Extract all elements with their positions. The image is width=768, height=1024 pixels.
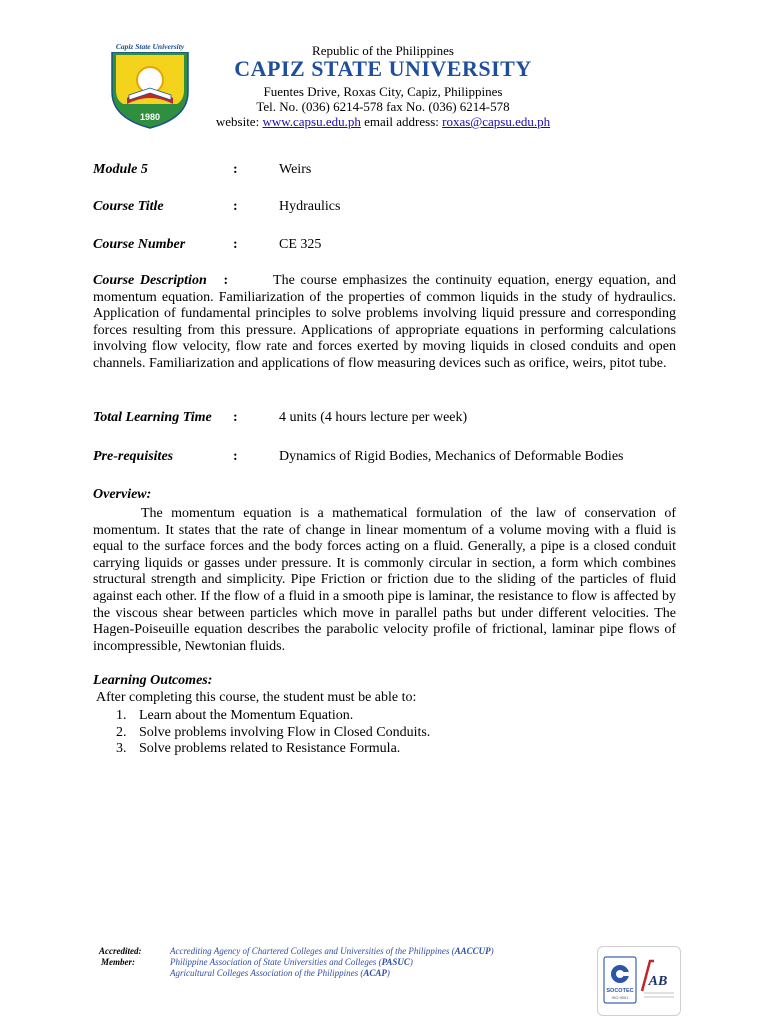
prerequisites-label: Pre-requisites [93,449,174,464]
affiliation-close: ) [386,968,390,978]
list-number: 3. [116,741,127,757]
affiliation-abbr: ACAP [363,968,387,978]
socotec-sub-label: ISO 9001 [611,995,629,1000]
affiliation-text: Accrediting Agency of Chartered Colleges and Universities of the Philippines ( [170,946,455,956]
module-value: Weirs [279,162,312,177]
list-number: 2. [116,724,127,740]
course-number-colon: : [233,237,238,252]
affiliation-text: Philippine Association of State Universities and Colleges ( [170,957,382,967]
module-colon: : [233,162,238,177]
list-item [116,708,430,725]
course-description [93,273,676,373]
total-learning-time-colon: : [233,410,238,425]
list-text: Learn about the Momentum Equation. [139,708,354,723]
learning-outcomes-heading: Learning Outcomes: [93,673,213,688]
prerequisites-colon: : [233,449,238,464]
learning-outcomes-intro: After completing this course, the student must be able to: [96,690,417,705]
list-item [116,741,430,758]
affiliation-abbr: PASUC [381,957,410,967]
email-label: email address: [360,114,443,129]
course-description-colon: : [223,273,229,288]
affiliation-line [170,957,494,968]
socotec-label: SOCOTEC [606,988,634,994]
footer-affiliations [170,946,494,979]
list-text: Solve problems related to Resistance Formula. [139,741,401,757]
affiliation-line [170,968,494,979]
module-label: Module 5 [93,162,148,177]
logo-year: 1980 [139,112,161,122]
total-learning-time-row [93,410,683,430]
jab-label: AB [648,974,668,989]
course-description-label: Course Description [93,273,207,288]
prerequisites-value: Dynamics of Rigid Bodies, Mechanics of Deformable Bodies [279,449,624,464]
list-item [116,725,430,742]
certification-badges [597,946,681,1016]
total-learning-time-value: 4 units (4 hours lecture per week) [279,410,468,425]
certification-logos [598,947,680,1015]
course-number-label: Course Number [93,237,186,252]
logo-text: Capiz State University [115,42,185,51]
list-text: Solve problems involving Flow in Closed Conduits. [139,724,431,740]
course-number-row [93,237,683,257]
course-title-label: Course Title [93,199,164,214]
overview-heading: Overview: [93,487,152,502]
overview-body: The momentum equation is a mathematical formulation of the law of conservation of momentum. It states that the rate of change in linear momentum of a volume moving with a fluid is equal to the surface forces and the body forces acting on a fluid. Generally, a pipe is a closed conduit carrying liquids or gasses under pressure. It is commonly circular in section, a form which combines structural strength and simplicity. Pipe Friction or friction due to the sliding of the particles of fluid against each other. If the flow of a fluid in a smooth pipe is laminar, the resistance to flow is affected by the viscous shear between particles which move in parallel paths but under different velocities. The Hagen-Poiseuille equation describes the parabolic velocity profile of frictional, laminar pipe flows of incompressible, Newtonian fluids. [93,506,676,654]
website-label: website: [215,114,263,129]
course-title-colon: : [233,199,238,214]
accredited-label: Accredited: [99,946,142,956]
learning-outcomes-list [116,708,430,758]
course-number-value: CE 325 [279,237,322,252]
list-number: 1. [116,708,127,723]
university-name: CAPIZ STATE UNIVERSITY [234,56,532,81]
member-label: Member: [101,957,135,967]
overview-text [93,506,676,655]
telephone-line: Tel. No. (036) 6214-578 fax No. (036) 6214-578 [256,99,510,114]
affiliation-close: ) [409,957,413,967]
email-link[interactable]: roxas@capsu.edu.ph [442,114,551,129]
total-learning-time-label: Total Learning Time [93,410,212,425]
footer-labels [99,946,141,968]
prerequisites-row [93,449,683,469]
course-title-value: Hydraulics [279,199,341,214]
module-row [93,162,683,182]
affiliation-close: ) [490,946,494,956]
affiliation-abbr: AACCUP [454,946,491,956]
website-link[interactable]: www.capsu.edu.ph [262,114,361,129]
course-title-row [93,199,683,219]
republic-line: Republic of the Philippines [312,43,454,58]
affiliation-text: Agricultural Colleges Association of the Philippines ( [170,968,364,978]
course-description-text: The course emphasizes the continuity equation, energy equation, and momentum equation. Familiarization of the properties of common liquids in the study of hydraulics. Application of fundamental principles to solve problems involving liquid pressure and corresponding forces resulting from this pressure. Applications of appropriate equations in performing calculations involving flow velocity, flow rate and forces exerted by moving liquids in closed conduits and open channels. Familiarization and applications of flow measuring devices such as orifice, weirs, pitot tube. [93,273,677,371]
contact-line [150,114,616,130]
address-line: Fuentes Drive, Roxas City, Capiz, Philippines [263,84,503,99]
affiliation-line [170,946,494,957]
